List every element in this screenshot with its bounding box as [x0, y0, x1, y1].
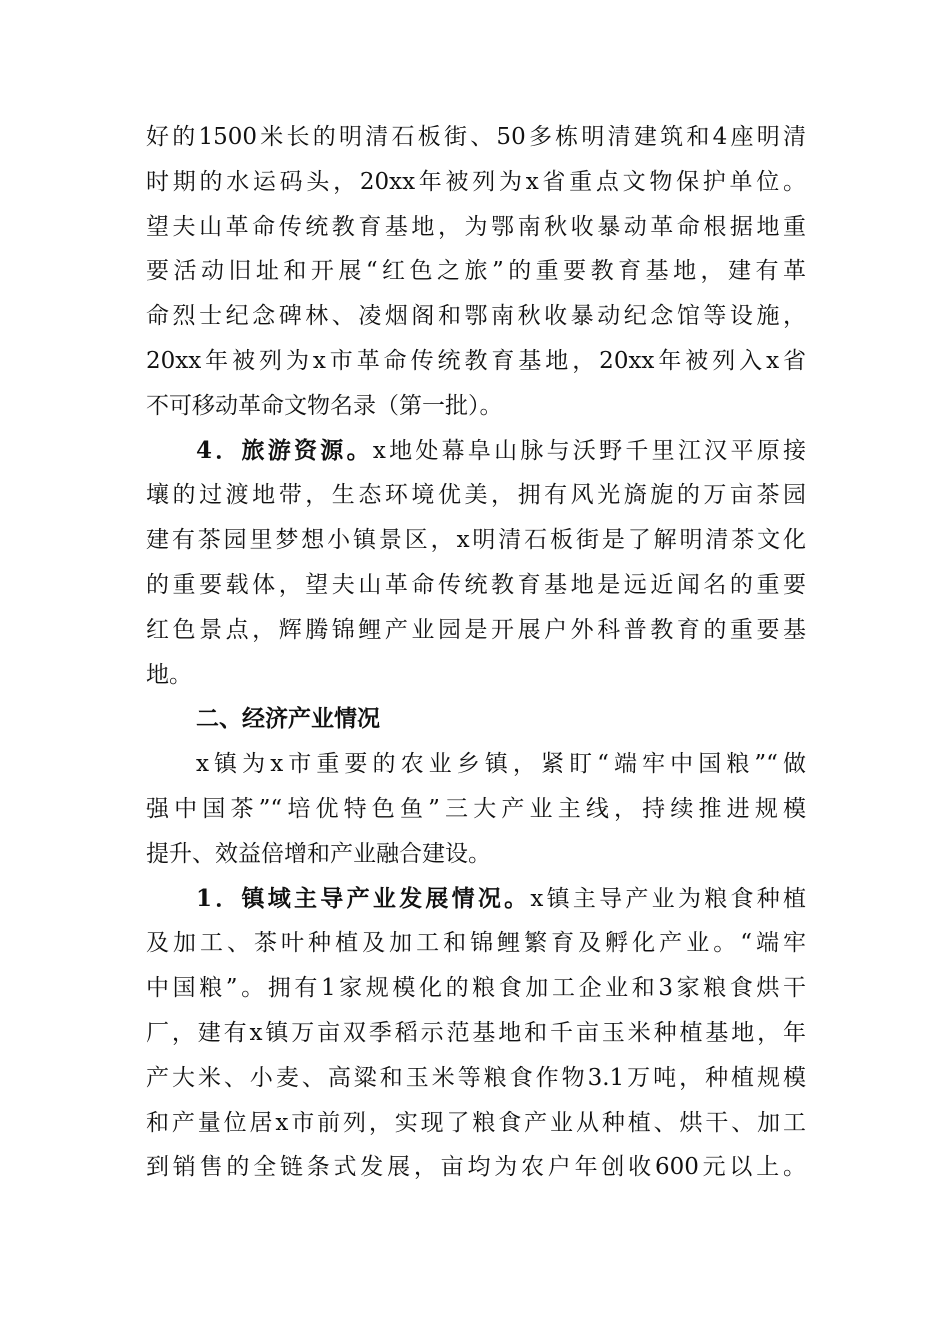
paragraph-heritage [146, 115, 806, 205]
text-line: 和产量位居x市前列，实现了粮食产业从种植、烘干、加工 [146, 1109, 806, 1136]
text-line: 建有茶园里梦想小镇景区，x明清石板街是了解明清茶文化 [146, 527, 806, 554]
text-line: 强中国茶”“培优特色鱼”三大产业主线，持续推进规模 [146, 795, 806, 822]
text-line: 到销售的全链条式发展，亩均为农户年创收600元以上。 [146, 1154, 806, 1181]
text-span: x地处幕阜山脉与沃野千里江汉平原接 [372, 437, 806, 464]
text-line: 提升、效益倍增和产业融合建设。 [146, 840, 491, 867]
paragraph-economy-intro [146, 742, 806, 876]
text-line: 望夫山革命传统教育基地，为鄂南秋收暴动革命根据地重 [146, 213, 806, 240]
text-line: 不可移动革命文物名录（第一批）。 [146, 392, 503, 419]
text-line: 地。 [146, 661, 192, 688]
text-line: 及加工、茶叶种植及加工和锦鲤繁育及孵化产业。“端牢 [146, 930, 806, 957]
text-line: 中国粮”。拥有1家规模化的粮食加工企业和3家粮食烘干 [146, 975, 806, 1002]
text-span: x镇主导产业为粮食种植 [530, 885, 806, 912]
subheading-tourism: 4．旅游资源。 [196, 436, 373, 464]
text-line: 壤的过渡地带，生态环境优美，拥有风光旖旎的万亩茶园 [146, 482, 806, 509]
paragraph-leading-industry [146, 877, 806, 1191]
subheading-leading-industry: 1．镇域主导产业发展情况。 [196, 884, 531, 912]
section-heading: 二、经济产业情况 [196, 706, 380, 733]
document-page [146, 115, 806, 1190]
text-line: 20xx年被列为x市革命传统教育基地，20xx年被列入x省 [146, 347, 806, 374]
text-line: 的重要载体，望夫山革命传统教育基地是远近闻名的重要 [146, 571, 806, 598]
text-line [146, 877, 806, 922]
text-line: x镇为x市重要的农业乡镇，紧盯“端牢中国粮”“做 [196, 751, 806, 778]
text-line: 时期的水运码头，20xx年被列为x省重点文物保护单位。 [146, 168, 806, 195]
paragraph-tourism [146, 429, 806, 698]
text-line: 产大米、小麦、高粱和玉米等粮食作物3.1万吨，种植规模 [146, 1064, 806, 1091]
text-line: 厂，建有x镇万亩双季稻示范基地和千亩玉米种植基地，年 [146, 1019, 806, 1046]
text-line: 要活动旧址和开展“红色之旅”的重要教育基地，建有革 [146, 258, 806, 285]
text-line: 红色景点，辉腾锦鲤产业园是开展户外科普教育的重要基 [146, 616, 806, 643]
text-line: 命烈士纪念碑林、凌烟阁和鄂南秋收暴动纪念馆等设施， [146, 303, 806, 330]
paragraph-revolution-base [146, 205, 806, 429]
text-line [146, 429, 806, 474]
text-line: 好的1500米长的明清石板街、50多栋明清建筑和4座明清 [146, 124, 806, 150]
